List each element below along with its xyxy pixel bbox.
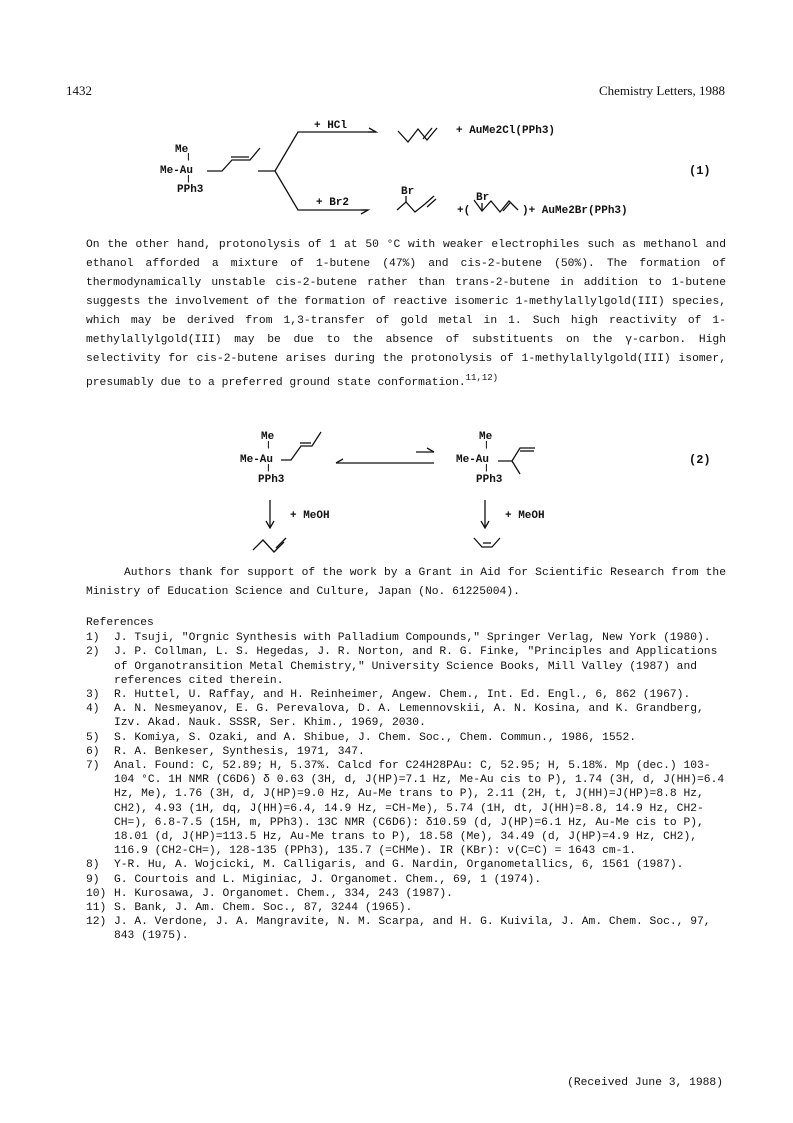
reference-number: 6) xyxy=(86,745,100,758)
reference-text: G. Courtois and L. Miginiac, J. Organomet. Chem., 69, 1 (1974). xyxy=(114,873,542,886)
reference-number: 5) xyxy=(86,731,100,744)
page-number: 1432 xyxy=(66,83,92,98)
reference-item xyxy=(86,745,726,759)
reagent-meoh-right: + MeOH xyxy=(505,510,545,522)
bond-tick: | xyxy=(186,175,191,184)
product-aume2cl: + AuMe2Cl(PPh3) xyxy=(456,125,556,137)
received-date: (Received June 3, 1988) xyxy=(567,1077,723,1089)
reference-number: 7) xyxy=(86,760,100,773)
reference-number: 4) xyxy=(86,703,100,716)
reference-number: 9) xyxy=(86,873,100,886)
pph3-label-left: PPh3 xyxy=(258,474,285,486)
bracket-open: +( xyxy=(457,205,471,217)
paragraph-text: On the other hand, protonolysis of 1 at 50 °C with weaker electrophiles such as methanol and ethanol afforded a mixture of 1-butene (47%) and cis-2-butene (50%). The formation of thermodynamically unstable cis-2-butene rather than trans-2-butene in addition to 1-butene suggests the involvement of the formation of reactive isomeric 1-methylallylgold(III) species, which may be derived from 1,3-transfer of gold metal in 1. Such high reactivity of 1-methylallylgold(III) may be due to the absence of substituents on the γ-carbon. High selectivity for cis-2-butene arises during the protonolysis of 1-methylallylgold(III) isomer, presumably due to a preferred ground state conformation. xyxy=(86,239,726,389)
br-label-2: Br xyxy=(476,192,490,204)
reference-number: 2) xyxy=(86,646,100,659)
reagent-hcl: + HCl xyxy=(314,120,348,132)
reference-item xyxy=(86,645,726,688)
reference-item xyxy=(86,688,726,702)
equation-number-1: (1) xyxy=(689,164,711,178)
equation-number-2: (2) xyxy=(689,453,711,467)
reference-text: H. Kurosawa, J. Organomet. Chem., 334, 243 (1987). xyxy=(114,887,453,900)
acknowledgement: Authors thank for support of the work by a Grant in Aid for Scientific Research from the Ministry of Education Science and Culture, Japan (No. 61225004). xyxy=(86,567,726,598)
references-section xyxy=(86,616,726,944)
reference-text: S. Bank, J. Am. Chem. Soc., 87, 3244 (1965). xyxy=(114,902,413,915)
reference-item xyxy=(86,702,726,730)
me-au-label: Me-Au xyxy=(160,165,194,177)
me-label: Me xyxy=(175,144,189,156)
reference-number: 12) xyxy=(86,916,107,929)
reference-item xyxy=(86,901,726,915)
bond-tick: | xyxy=(484,464,489,473)
me-au-label-right: Me-Au xyxy=(456,454,490,466)
reference-number: 3) xyxy=(86,689,100,702)
reagent-meoh-left: + MeOH xyxy=(290,510,330,522)
references-title: References xyxy=(86,617,154,629)
reference-number: 8) xyxy=(86,859,100,872)
reference-item xyxy=(86,858,726,872)
reference-text: J. A. Verdone, J. A. Mangravite, N. M. Scarpa, and H. G. Kuivila, J. Am. Chem. Soc., 97, 843 (1975). xyxy=(114,916,711,943)
reference-item xyxy=(86,759,726,858)
reference-item xyxy=(86,873,726,887)
pph3-label-right: PPh3 xyxy=(476,474,503,486)
me-label-right: Me xyxy=(479,431,493,443)
journal-title: Chemistry Letters, 1988 xyxy=(598,83,725,98)
me-label-left: Me xyxy=(261,431,275,443)
product-aume2br: )+ AuMe2Br(PPh3) xyxy=(522,205,628,217)
reference-text: Anal. Found: C, 52.89; H, 5.37%. Calcd for C24H28PAu: C, 52.95; H, 5.18%. Mp (dec.) 103-104 °C. 1H NMR (C6D6) δ 0.63 (3H, d, J(HP)=7.1 Hz, Me-Au cis to P), 1.74 (3H, d, J(HH)=6.4 Hz, Me), 1.76 (3H, d, J(HP)=9.0 Hz, Au-Me trans to P), 2.11 (2H, t, J(HH)=J(HP)=8.8 Hz, CH2), 4.93 (1H, dq, J(HH)=6.4, 14.9 Hz, =CH-Me), 5.74 (1H, dt, J(HH)=8.8, 14.9 Hz, CH2-CH=), 6.8-7.5 (15H, m, PPh3). 13C NMR (C6D6): δ10.59 (d, J(HP)=6.1 Hz, Au-Me cis to P), 18.01 (d, J(HP)=113.5 Hz, Au-Me trans to P), 18.58 (Me), 34.49 (d, J(HP)=4.9 Hz, CH2), 116.9 (CH2-CH=), 128-135 (PPh3), 135.7 (=CHMe). IR (KBr): ν(C=C) = 1643 cm-1. xyxy=(114,760,725,858)
br-label-1: Br xyxy=(401,186,415,198)
bond-tick: | xyxy=(266,464,271,473)
reference-item xyxy=(86,915,726,943)
reference-text: R. A. Benkeser, Synthesis, 1971, 347. xyxy=(114,745,365,758)
bond-tick: | xyxy=(266,441,271,450)
bond-tick: | xyxy=(186,153,191,162)
reference-text: J. P. Collman, L. S. Hegedas, J. R. Norton, and R. G. Finke, "Principles and Applications of Organotransition Metal Chemistry," University Science Books, Mill Valley (1987) and references cited therein. xyxy=(114,646,718,687)
reference-text: A. N. Nesmeyanov, E. G. Perevalova, D. A. Lemennovskii, A. N. Kosina, and K. Grandberg, Izv. Akad. Nauk. SSSR, Ser. Khim., 1969, 2030. xyxy=(114,703,704,730)
reference-number: 11) xyxy=(86,902,107,915)
reference-text: S. Komiya, S. Ozaki, and A. Shibue, J. Chem. Soc., Chem. Commun., 1986, 1552. xyxy=(114,731,637,744)
bond-tick: | xyxy=(484,441,489,450)
pph3-label: PPh3 xyxy=(177,184,204,196)
reference-text: R. Huttel, U. Raffay, and H. Reinheimer, Angew. Chem., Int. Ed. Engl., 6, 862 (1967). xyxy=(114,689,691,702)
me-au-label-left: Me-Au xyxy=(240,454,274,466)
reference-text: Y-R. Hu, A. Wojcicki, M. Calligaris, and G. Nardin, Organometallics, 6, 1561 (1987). xyxy=(114,859,684,872)
reference-item xyxy=(86,731,726,745)
reagent-br2: + Br2 xyxy=(316,197,350,209)
reference-number: 1) xyxy=(86,632,100,645)
reference-number: 10) xyxy=(86,887,107,900)
reference-text: J. Tsuji, "Orgnic Synthesis with Palladium Compounds," Springer Verlag, New York (1980). xyxy=(114,632,711,645)
reference-item xyxy=(86,631,726,645)
reference-item xyxy=(86,887,726,901)
paragraph-citation: 11,12) xyxy=(465,373,499,383)
